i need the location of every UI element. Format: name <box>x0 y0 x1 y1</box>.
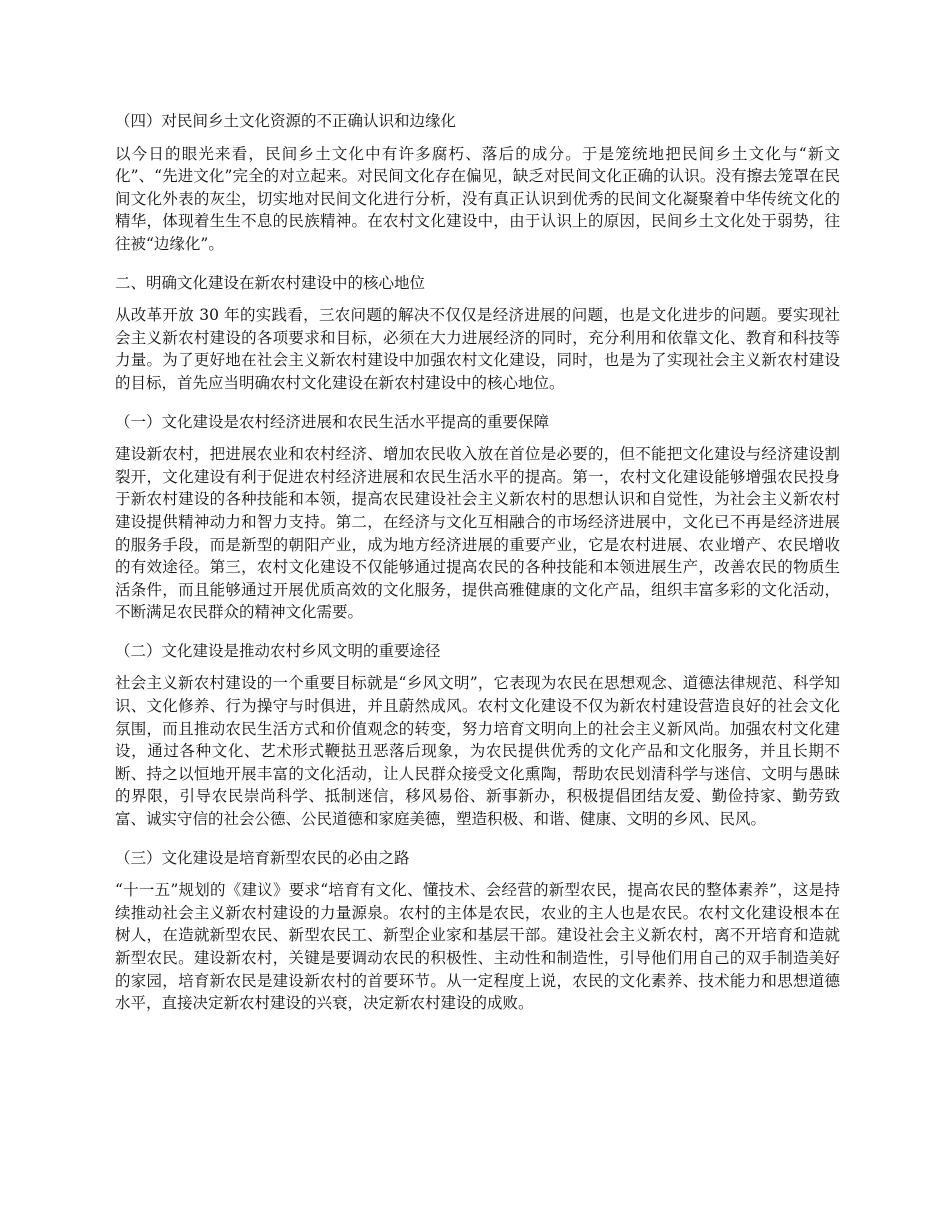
section-paragraph: 社会主义新农村建设的一个重要目标就是“乡风文明”，它表现为农民在思想观念、道德法律规范、科学知识、文化修养、行为操守与时俱进，并且蔚然成风。农村文化建设不仅为新农村建设营造良好的社会文化氛围，而且推动农民生活方式和价值观念的转变，努力培育文明向上的社会主义新风尚。加强农村文化建设，通过各种文化、艺术形式鞭挞丑恶落后现象，为农民提供优秀的文化产品和文化服务，并且长期不断、持之以恒地开展丰富的文化活动，让人民群众接受文化熏陶，帮助农民划清科学与迷信、文明与愚昧的界限，引导农民崇尚科学、抵制迷信，移风易俗、新事新办，积极提倡团结友爱、勤俭持家、勤劳致富、诚实守信的社会公德、公民道德和家庭美德，塑造积极、和谐、健康、文明的乡风、民风。 <box>115 674 840 829</box>
section-heading: 二、明确文化建设在新农村建设中的核心地位 <box>115 273 426 292</box>
section-heading: （四）对民间乡土文化资源的不正确认识和边缘化 <box>115 112 457 130</box>
section-2-rural-civility <box>115 634 840 831</box>
section-paragraph: 从改革开放 30 年的实践看，三农问题的解决不仅仅是经济进展的问题，也是文化进步的问题。要实现社会主义新农村建设的各项要求和目标，必须在大力进展经济的同时，充分利用和依靠文化、教育和科技等力量。为了更好地在社会主义新农村建设中加强农村文化建设，同时，也是为了实现社会主义新农村建设的目标，首先应当明确农村文化建设在新农村建设中的核心地位。 <box>115 306 840 392</box>
section-3-new-farmers <box>115 841 840 1015</box>
section-heading: （一）文化建设是农村经济进展和农民生活水平提高的重要保障 <box>115 412 550 431</box>
section-paragraph: 建设新农村，把进展农业和农村经济、增加农民收入放在首位是必要的，但不能把文化建设与经济建设割裂开，文化建设有利于促进农村经济进展和农民生活水平的提高。第一，农村文化建设能够增强农民投身于新农村建设的各种技能和本领，提高农民建设社会主义新农村的思想认识和自觉性，为社会主义新农村建设提供精神动力和智力支持。第二，在经济与文化互相融合的市场经济进展中，文化已不再是经济进展的服务手段，而是新型的朝阳产业，成为地方经济进展的重要产业，它是农村进展、农业增产、农民增收的有效途径。第三，农村文化建设不仅能够通过提高农民的各种技能和本领进展生产，改善农民的物质生活条件，而且能够通过开展优质高效的文化服务，提供高雅健康的文化产品，组织丰富多彩的文化活动，不断满足农民群众的精神文化需要。 <box>115 445 840 622</box>
document-page <box>115 104 840 1025</box>
section-heading: （二）文化建设是推动农村乡风文明的重要途径 <box>115 641 441 660</box>
section-paragraph: “十一五”规划的《建议》要求“培育有文化、懂技术、会经营的新型农民，提高农民的整体素养”，这是持续推动社会主义新农村建设的力量源泉。农村的主体是农民，农业的主人也是农民。农村文化建设根本在树人，在造就新型农民、新型农民工、新型企业家和基层干部。建设社会主义新农村，离不开培育和造就新型农民。建设新农村，关键是要调动农民的积极性、主动性和制造性，引导他们用自己的双手制造美好的家园，培育新农民是建设新农村的首要环节。从一定程度上说，农民的文化素养、技术能力和思想道德水平，直接决定新农村建设的兴衰，决定新农村建设的成败。 <box>115 881 840 1013</box>
section-heading: （三）文化建设是培育新型农民的必由之路 <box>115 848 410 867</box>
section-core-position <box>115 266 840 395</box>
section-paragraph: 以今日的眼光来看，民间乡土文化中有许多腐朽、落后的成分。于是笼统地把民间乡土文化与“新文化”、“先进文化”完全的对立起来。对民间文化存在偏见，缺乏对民间文化正确的认识。没有擦去笼罩在民间文化外表的灰尘，切实地对民间文化进行分析，没有真正认识到优秀的民间文化凝聚着中华传统文化的精华，体现着生生不息的民族精神。在农村文化建设中，由于认识上的原因，民间乡土文化处于弱势，往往被“边缘化”。 <box>115 144 840 253</box>
section-1-economic-guarantee <box>115 405 840 624</box>
section-4-misrecognition <box>115 104 840 256</box>
